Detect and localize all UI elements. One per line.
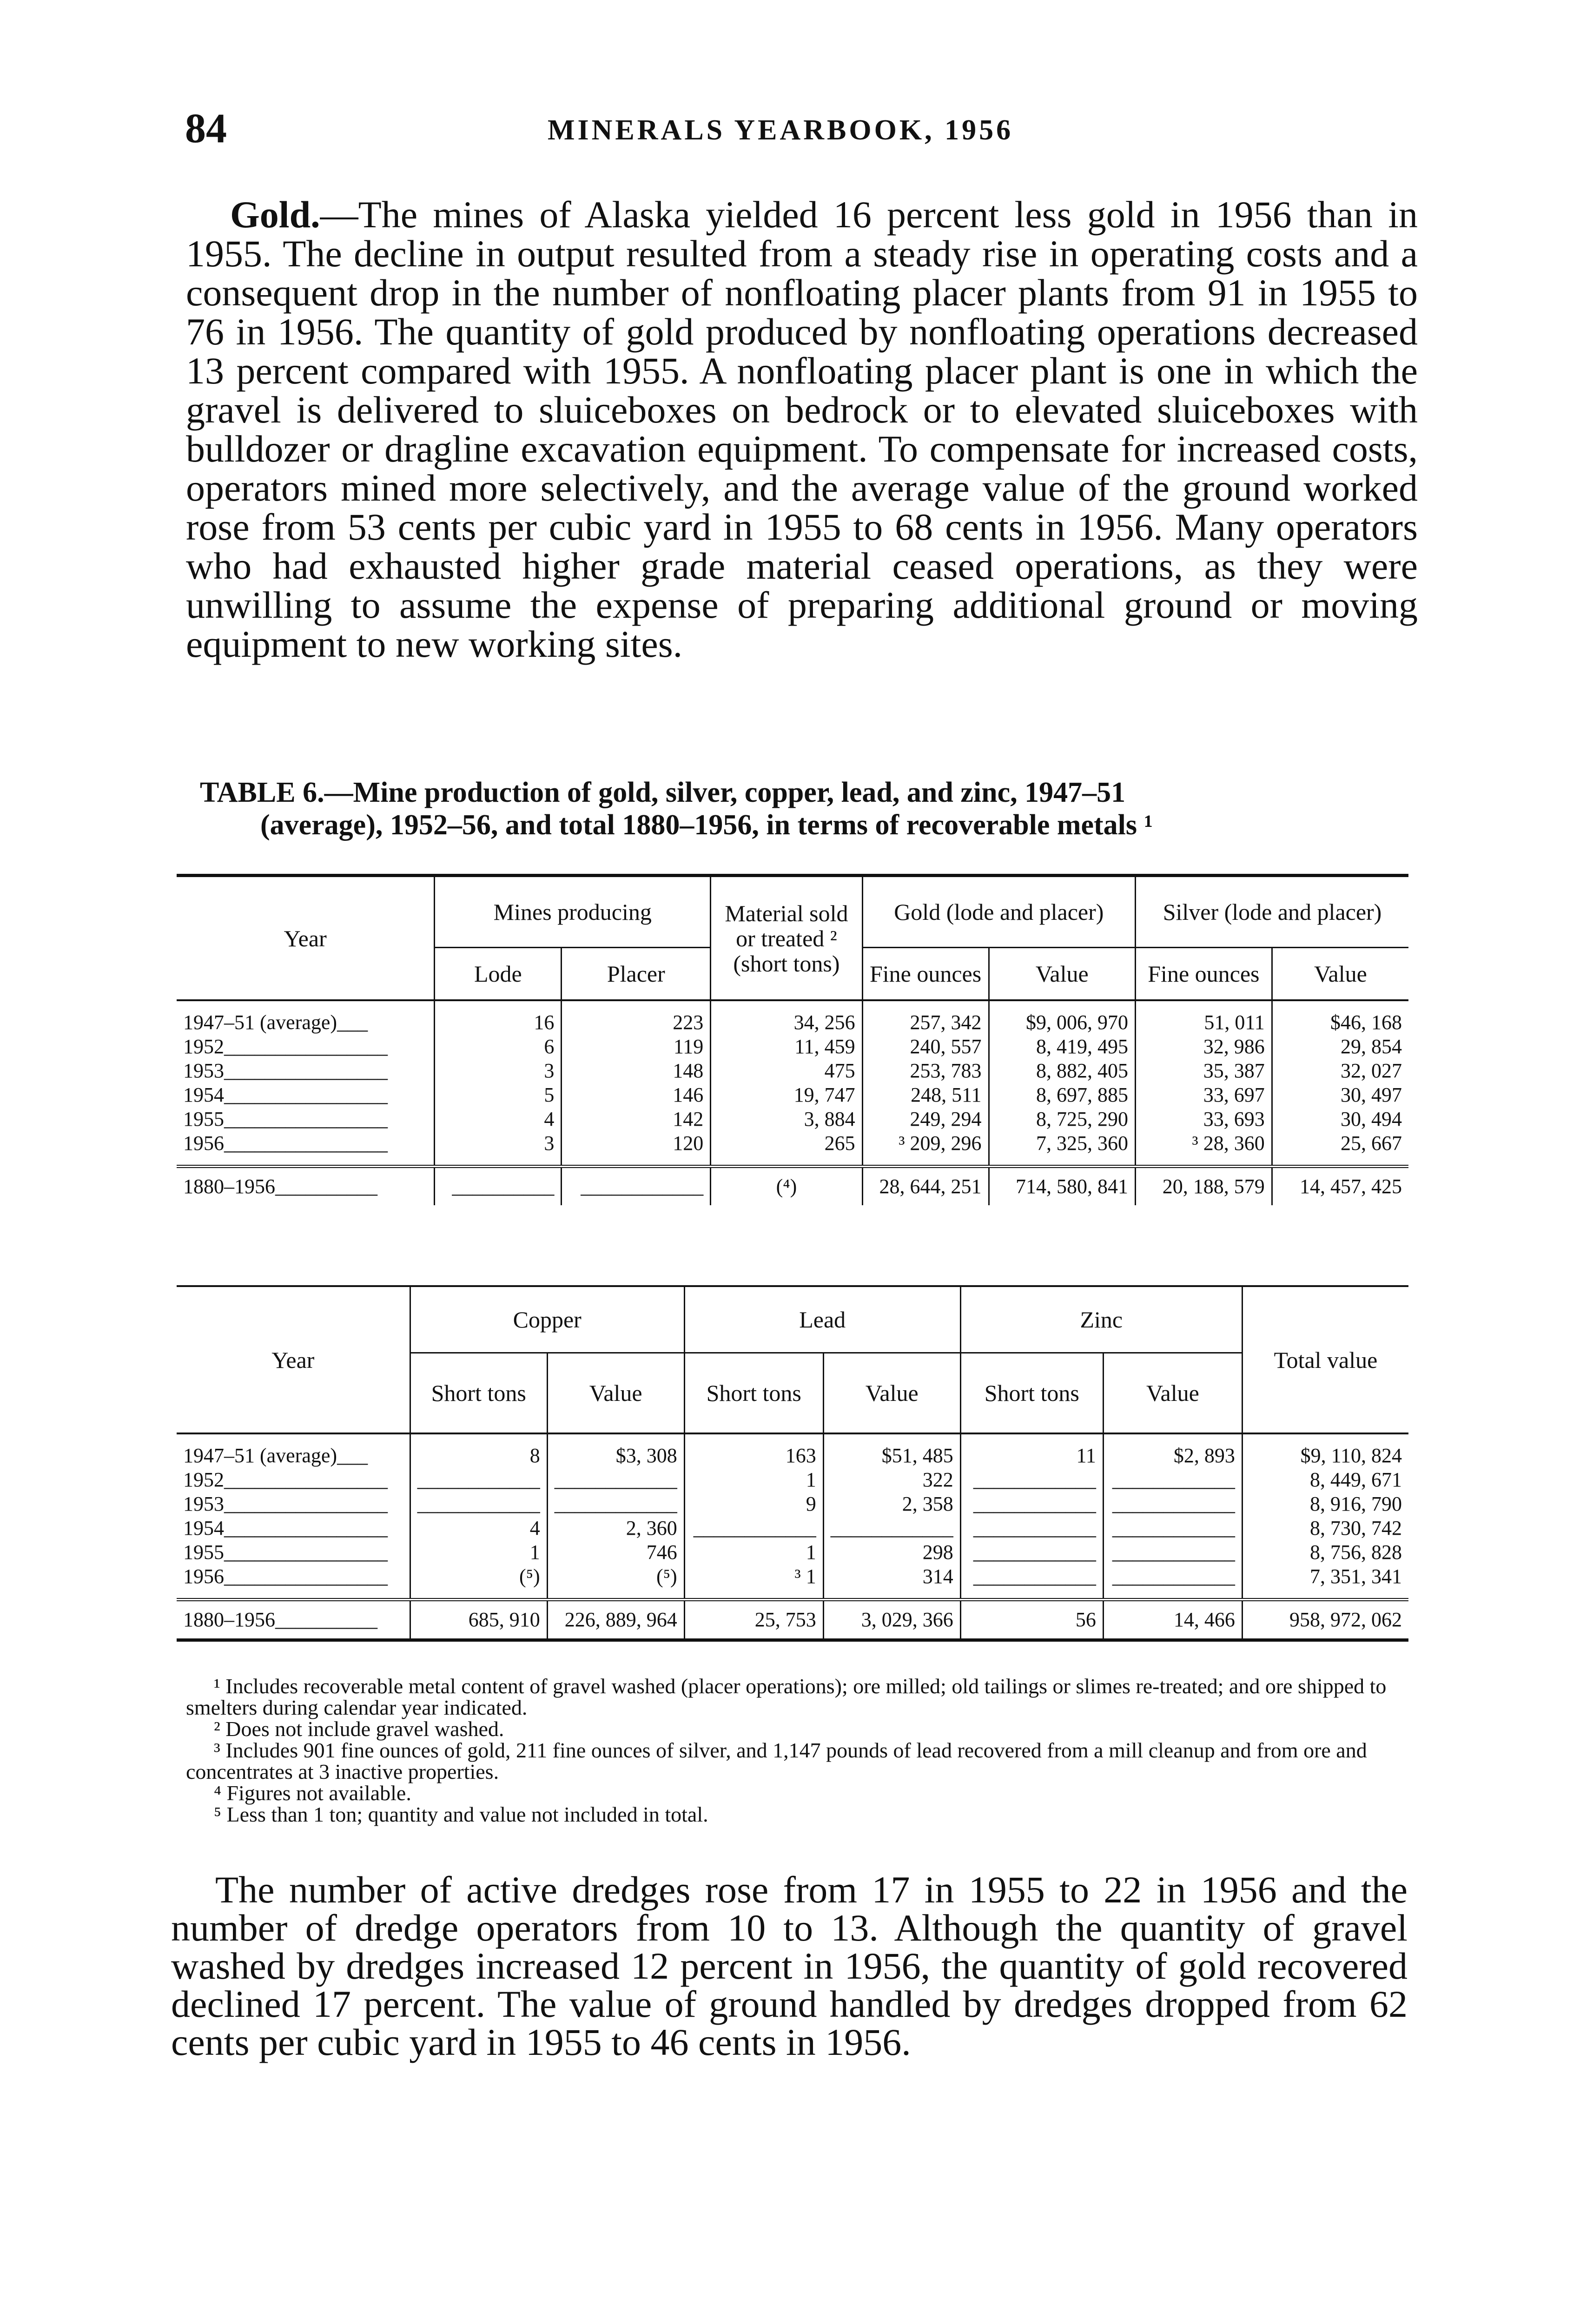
col-header-gold: Gold (lode and placer) — [862, 876, 1135, 948]
col-header-copper-short-tons: Short tons — [410, 1353, 547, 1434]
cell-total-value: 8, 756, 828 — [1242, 1540, 1408, 1565]
cell-copper-value: 746 — [547, 1540, 684, 1565]
table-total-row — [177, 1600, 1408, 1640]
col-header-lead: Lead — [684, 1286, 960, 1353]
cell-zinc-tons: ____________ — [960, 1492, 1103, 1516]
paragraph-gold — [186, 195, 1418, 664]
cell-copper-tons: ____________ — [410, 1468, 547, 1492]
col-header-zinc: Zinc — [960, 1286, 1242, 1353]
footnote-2: ² Does not include gravel washed. — [214, 1717, 504, 1741]
cell-placer: 146 — [562, 1083, 711, 1107]
cell-placer: 142 — [562, 1107, 711, 1131]
cell-total-value: 8, 916, 790 — [1242, 1492, 1408, 1516]
cell-year: 1955________________ — [183, 1108, 388, 1130]
cell-zinc-tons: ____________ — [960, 1516, 1103, 1540]
cell-year: 1953________________ — [183, 1059, 388, 1082]
cell-year: 1880–1956__________ — [177, 1600, 410, 1640]
cell-zinc-value: ____________ — [1103, 1468, 1242, 1492]
cell-gold-value: 714, 580, 841 — [989, 1167, 1135, 1206]
col-header-total-value: Total value — [1242, 1286, 1408, 1433]
table-row — [177, 1433, 1408, 1468]
cell-zinc-value: ____________ — [1103, 1492, 1242, 1516]
col-header-gold-value: Value — [989, 948, 1135, 1001]
footnote-3: ³ Includes 901 fine ounces of gold, 211 fine ounces of silver, and 1,147 pounds of lead recovered from a mill cleanup and from ore and concentrates at 3 inactive properties. — [186, 1738, 1367, 1783]
cell-zinc-value: $2, 893 — [1103, 1433, 1242, 1468]
cell-placer: 120 — [562, 1131, 711, 1167]
cell-zinc-value: 14, 466 — [1103, 1600, 1242, 1640]
col-header-mines-producing: Mines producing — [435, 876, 711, 948]
cell-lead-tons: 1 — [684, 1540, 823, 1565]
cell-material: 11, 459 — [711, 1035, 862, 1059]
table-gold-silver — [177, 874, 1408, 1205]
page-header — [185, 105, 1421, 156]
table-row — [177, 1107, 1408, 1131]
cell-copper-value: (⁵) — [547, 1565, 684, 1600]
cell-year: 1954________________ — [183, 1517, 388, 1539]
col-header-silver: Silver (lode and placer) — [1136, 876, 1408, 948]
paragraph-dredges: The number of active dredges rose from 17 in 1955 to 22 in 1956 and the number of dredge operators from 10 to 13. Although the quantity of gravel washed by dredges increased 12 percent in 1956, the quantity of gold recovered declined 17 percent. The value of ground handled by dredges dropped from 62 cents per cubic yard in 1955 to 46 cents in 1956. — [171, 1868, 1408, 2063]
cell-lode: 16 — [435, 1000, 562, 1035]
table-header-row — [177, 876, 1408, 948]
col-header-gold-fine-ounces: Fine ounces — [862, 948, 989, 1001]
cell-lead-tons: ____________ — [684, 1516, 823, 1540]
cell-year: 1952________________ — [183, 1468, 388, 1491]
cell-copper-tons: 4 — [410, 1516, 547, 1540]
cell-total-value: $9, 110, 824 — [1242, 1433, 1408, 1468]
col-header-copper: Copper — [410, 1286, 684, 1353]
caption-line-1: TABLE 6.—Mine production of gold, silver, copper, lead, and zinc, 1947–51 — [200, 777, 1126, 808]
cell-lead-tons: 9 — [684, 1492, 823, 1516]
cell-lead-value: 2, 358 — [823, 1492, 960, 1516]
cell-silver-ounces: 35, 387 — [1136, 1059, 1272, 1083]
table-header-row — [177, 1286, 1408, 1353]
cell-year: 1953________________ — [183, 1492, 388, 1515]
col-header-lead-short-tons: Short tons — [684, 1353, 823, 1434]
table-row — [177, 1059, 1408, 1083]
caption-line-2: (average), 1952–56, and total 1880–1956, in terms of recoverable metals ¹ — [260, 809, 1153, 841]
cell-lead-tons: 163 — [684, 1433, 823, 1468]
table-total-row — [177, 1167, 1408, 1206]
col-header-lead-value: Value — [823, 1353, 960, 1434]
cell-total-value: 8, 730, 742 — [1242, 1516, 1408, 1540]
cell-material: 265 — [711, 1131, 862, 1167]
cell-year: 1955________________ — [183, 1541, 388, 1564]
cell-material: 475 — [711, 1059, 862, 1083]
table-caption — [200, 776, 1418, 841]
cell-gold-value: 8, 419, 495 — [989, 1035, 1135, 1059]
col-header-copper-value: Value — [547, 1353, 684, 1434]
page-number: 84 — [185, 106, 227, 152]
cell-gold-ounces: 249, 294 — [862, 1107, 989, 1131]
cell-year: 1956________________ — [183, 1565, 388, 1588]
cell-silver-ounces: 51, 011 — [1136, 1000, 1272, 1035]
cell-lead-tons: ³ 1 — [684, 1565, 823, 1600]
footnote-1: ¹ Includes recoverable metal content of gravel washed (placer operations); ore milled; old tailings or slimes re-treated; and ore shipped to smelters during calendar year indicated. — [186, 1674, 1387, 1719]
cell-zinc-value: ____________ — [1103, 1540, 1242, 1565]
col-header-silver-fine-ounces: Fine ounces — [1136, 948, 1272, 1001]
cell-gold-ounces: 248, 511 — [862, 1083, 989, 1107]
cell-silver-ounces: 33, 693 — [1136, 1107, 1272, 1131]
cell-silver-value: 30, 494 — [1272, 1107, 1408, 1131]
table-row — [177, 1516, 1408, 1540]
cell-material: 3, 884 — [711, 1107, 862, 1131]
table-copper-lead-zinc — [177, 1285, 1408, 1642]
cell-copper-value: $3, 308 — [547, 1433, 684, 1468]
paragraph-lead: Gold. — [230, 193, 320, 236]
paragraph-text: —The mines of Alaska yielded 16 percent less gold in 1956 than in 1955. The decline in output resulted from a steady rise in operating costs and a consequent drop in the number of nonfloating placer plants from 91 in 1955 to 76 in 1956. The quantity of gold produced by nonfloating operations decreased 13 percent compared with 1955. A nonfloating placer plant is one in which the gravel is delivered to sluiceboxes on bedrock or to elevated sluiceboxes with bulldozer or dragline excavation equipment. To compensate for increased costs, operators mined more selectively, and the average value of the ground worked rose from 53 cents per cubic yard in 1955 to 68 cents in 1956. Many operators who had exhausted higher grade material ceased operations, as they were unwilling to assume the expense of preparing additional ground or moving equipment to new working sites. — [186, 193, 1418, 665]
cell-gold-value: $9, 006, 970 — [989, 1000, 1135, 1035]
cell-silver-ounces: ³ 28, 360 — [1136, 1131, 1272, 1167]
col-header-zinc-value: Value — [1103, 1353, 1242, 1434]
cell-year: 1947–51 (average)___ — [183, 1011, 368, 1034]
cell-copper-tons: (⁵) — [410, 1565, 547, 1600]
cell-zinc-value: ____________ — [1103, 1516, 1242, 1540]
cell-total-value: 958, 972, 062 — [1242, 1600, 1408, 1640]
cell-lead-tons: 25, 753 — [684, 1600, 823, 1640]
col-header-year: Year — [177, 876, 435, 1001]
cell-zinc-tons: 11 — [960, 1433, 1103, 1468]
cell-year: 1947–51 (average)___ — [183, 1444, 368, 1467]
col-header-lode: Lode — [435, 948, 562, 1001]
cell-gold-ounces: 240, 557 — [862, 1035, 989, 1059]
col-header-year: Year — [177, 1286, 410, 1433]
cell-lead-value: 314 — [823, 1565, 960, 1600]
cell-copper-value: 2, 360 — [547, 1516, 684, 1540]
cell-copper-tons: ____________ — [410, 1492, 547, 1516]
cell-lead-value: 322 — [823, 1468, 960, 1492]
footnote-4: ⁴ Figures not available. — [214, 1781, 411, 1805]
cell-gold-value: 8, 725, 290 — [989, 1107, 1135, 1131]
cell-gold-value: 8, 882, 405 — [989, 1059, 1135, 1083]
cell-placer: ____________ — [562, 1167, 711, 1206]
footnote-5: ⁵ Less than 1 ton; quantity and value not included in total. — [214, 1802, 708, 1826]
table-row — [177, 1565, 1408, 1600]
cell-lode: __________ — [435, 1167, 562, 1206]
cell-copper-value: 226, 889, 964 — [547, 1600, 684, 1640]
cell-zinc-tons: 56 — [960, 1600, 1103, 1640]
table-row — [177, 1083, 1408, 1107]
cell-copper-value: ____________ — [547, 1492, 684, 1516]
cell-zinc-tons: ____________ — [960, 1565, 1103, 1600]
cell-silver-value: $46, 168 — [1272, 1000, 1408, 1035]
cell-copper-value: ____________ — [547, 1468, 684, 1492]
cell-silver-value: 29, 854 — [1272, 1035, 1408, 1059]
cell-material: 34, 256 — [711, 1000, 862, 1035]
cell-silver-value: 30, 497 — [1272, 1083, 1408, 1107]
cell-zinc-tons: ____________ — [960, 1468, 1103, 1492]
cell-lead-tons: 1 — [684, 1468, 823, 1492]
cell-total-value: 8, 449, 671 — [1242, 1468, 1408, 1492]
cell-copper-tons: 8 — [410, 1433, 547, 1468]
cell-lead-value: ____________ — [823, 1516, 960, 1540]
table-row — [177, 1000, 1408, 1035]
cell-silver-ounces: 33, 697 — [1136, 1083, 1272, 1107]
cell-lode: 6 — [435, 1035, 562, 1059]
cell-silver-value: 14, 457, 425 — [1272, 1167, 1408, 1206]
cell-placer: 119 — [562, 1035, 711, 1059]
col-header-zinc-short-tons: Short tons — [960, 1353, 1103, 1434]
cell-material: (⁴) — [711, 1167, 862, 1206]
cell-silver-ounces: 20, 188, 579 — [1136, 1167, 1272, 1206]
cell-copper-tons: 685, 910 — [410, 1600, 547, 1640]
cell-gold-ounces: 257, 342 — [862, 1000, 989, 1035]
cell-gold-value: 7, 325, 360 — [989, 1131, 1135, 1167]
cell-gold-ounces: 253, 783 — [862, 1059, 989, 1083]
cell-total-value: 7, 351, 341 — [1242, 1565, 1408, 1600]
cell-lode: 3 — [435, 1059, 562, 1083]
cell-lead-value: $51, 485 — [823, 1433, 960, 1468]
col-header-placer: Placer — [562, 948, 711, 1001]
cell-gold-ounces: 28, 644, 251 — [862, 1167, 989, 1206]
cell-year: 1952________________ — [183, 1035, 388, 1058]
cell-lode: 3 — [435, 1131, 562, 1167]
cell-year: 1880–1956__________ — [177, 1167, 435, 1206]
table-row — [177, 1468, 1408, 1492]
cell-silver-ounces: 32, 986 — [1136, 1035, 1272, 1059]
cell-silver-value: 25, 667 — [1272, 1131, 1408, 1167]
table-row — [177, 1540, 1408, 1565]
cell-zinc-value: ____________ — [1103, 1565, 1242, 1600]
cell-lead-value: 298 — [823, 1540, 960, 1565]
cell-lead-value: 3, 029, 366 — [823, 1600, 960, 1640]
cell-placer: 148 — [562, 1059, 711, 1083]
cell-copper-tons: 1 — [410, 1540, 547, 1565]
cell-year: 1954________________ — [183, 1083, 388, 1106]
cell-silver-value: 32, 027 — [1272, 1059, 1408, 1083]
footnotes — [186, 1676, 1413, 1825]
running-title: MINERALS YEARBOOK, 1956 — [548, 114, 1014, 146]
cell-placer: 223 — [562, 1000, 711, 1035]
col-header-silver-value: Value — [1272, 948, 1408, 1001]
cell-material: 19, 747 — [711, 1083, 862, 1107]
table-row — [177, 1035, 1408, 1059]
cell-zinc-tons: ____________ — [960, 1540, 1103, 1565]
cell-gold-value: 8, 697, 885 — [989, 1083, 1135, 1107]
cell-year: 1956________________ — [183, 1132, 388, 1155]
table-row — [177, 1492, 1408, 1516]
cell-lode: 4 — [435, 1107, 562, 1131]
cell-lode: 5 — [435, 1083, 562, 1107]
cell-gold-ounces: ³ 209, 296 — [862, 1131, 989, 1167]
table-row — [177, 1131, 1408, 1167]
col-header-material: Material sold or treated ² (short tons) — [711, 876, 862, 1001]
